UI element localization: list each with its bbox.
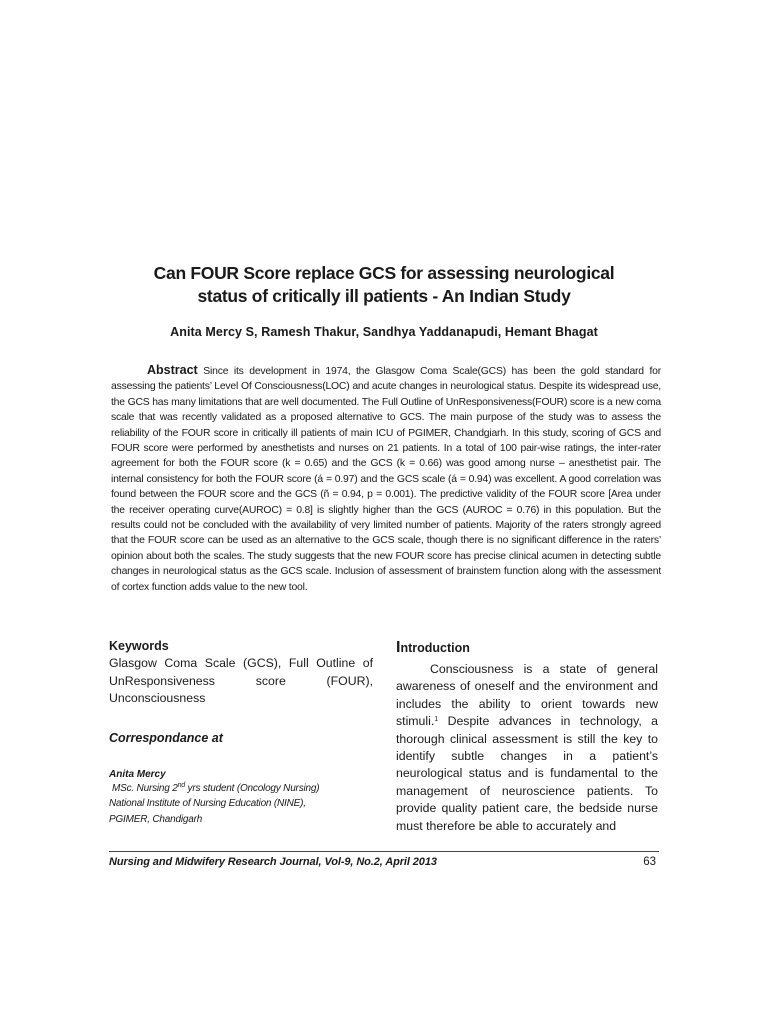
correspondence-heading: Correspondance at — [109, 730, 223, 745]
article-title-line-2: status of critically ill patients - An Indian Study — [197, 286, 571, 306]
correspondence-name: Anita Mercy — [109, 768, 166, 780]
correspondence-location: PGIMER, Chandigarh — [109, 813, 203, 825]
keywords-text: Glasgow Coma Scale (GCS), Full Outline of UnResponsiveness score (FOUR), Unconsciousness — [109, 656, 373, 705]
correspondence-degree-prefix: MSc. Nursing 2 — [112, 782, 178, 794]
correspondence-degree-suffix: yrs student (Oncology Nursing) — [184, 782, 320, 794]
abstract-heading: Abstract — [147, 363, 198, 377]
footer-journal: Nursing and Midwifery Research Journal, Vol-9, No.2, April 2013 — [109, 856, 437, 868]
right-column — [396, 639, 658, 835]
introduction-heading-initial: I — [396, 639, 401, 656]
correspondence-institute: National Institute of Nursing Education (NINE), — [109, 798, 306, 809]
introduction-text-part-1: Consciousness is a state of general awareness of oneself and the environment and includes the ability to orient towards new stimuli. — [396, 662, 658, 729]
introduction-text-part-2: Despite advances in technology, a thorough clinical assessment is still the key to identify subtle changes in a patient’s neurological status and is fundamental to the management of neuroscience patients. To provide quality patient care, the bedside nurse must therefore be able to accurately and — [396, 714, 658, 833]
page-number: 63 — [643, 856, 656, 868]
article-title — [100, 262, 668, 308]
correspondence-degree — [109, 781, 373, 797]
left-column — [109, 638, 373, 827]
abstract-paragraph — [111, 363, 661, 595]
introduction-paragraph — [396, 661, 658, 835]
article-title-line-1: Can FOUR Score replace GCS for assessing neurological — [153, 263, 615, 283]
keywords-heading: Keywords — [109, 639, 169, 653]
footer-divider — [109, 851, 659, 852]
citation-reference: 1 — [434, 716, 439, 724]
author-list: Anita Mercy S, Ramesh Thakur, Sandhya Yaddanapudi, Hemant Bhagat — [170, 325, 598, 339]
abstract-text: Since its development in 1974, the Glasgow Coma Scale(GCS) has been the gold standard for assessing the patients’ Level Of Consciousness(LOC) and acute changes in neurological status. Despite its widespread use, the GCS has many limitations that are well documented. The Full Outline of UnResponsiveness(FOUR) score is a new coma scale that was recently validated as a proposed alternative to GCS. The main purpose of the study was to assess the reliability of the FOUR score in critically ill patients of main ICU of PGIMER, Chandgiarh. In this study, scoring of GCS and FOUR score were performed by anesthetists and nurses on 21 patients. In a total of 100 pair-wise ratings, the inter-rater agreement for both the FOUR score (k = 0.65) and the GCS (k = 0.66) was good among nurse – anesthetist pair. The internal consistency for both the FOUR score (á = 0.97) and the GCS scale (á = 0.94) was excellent. A good correlation was found between the FOUR score and the GCS (ñ = 0.94, p = 0.001). The predictive validity of the FOUR score [Area under the receiver operating curve(AUROC) = 0.8] is slightly higher than the GCS (AUROC = 0.76) in this population. But the results could not be concluded with the availability of very limited number of patients. Majority of the raters strongly agreed that the FOUR score can be used as an alternative to the GCS scale, though there is no significant difference in the raters’ opinion about both the scales. The study suggests that the new FOUR score has precise clinical acumen in detecting subtle changes in neurological status as the GCS scale. Inclusion of assessment of brainstem function along with the assessment of cortex function adds value to the new tool. — [111, 366, 661, 593]
correspondence-degree-sup: nd — [177, 781, 185, 789]
introduction-heading — [396, 639, 658, 657]
introduction-heading-rest: ntroduction — [400, 641, 470, 655]
